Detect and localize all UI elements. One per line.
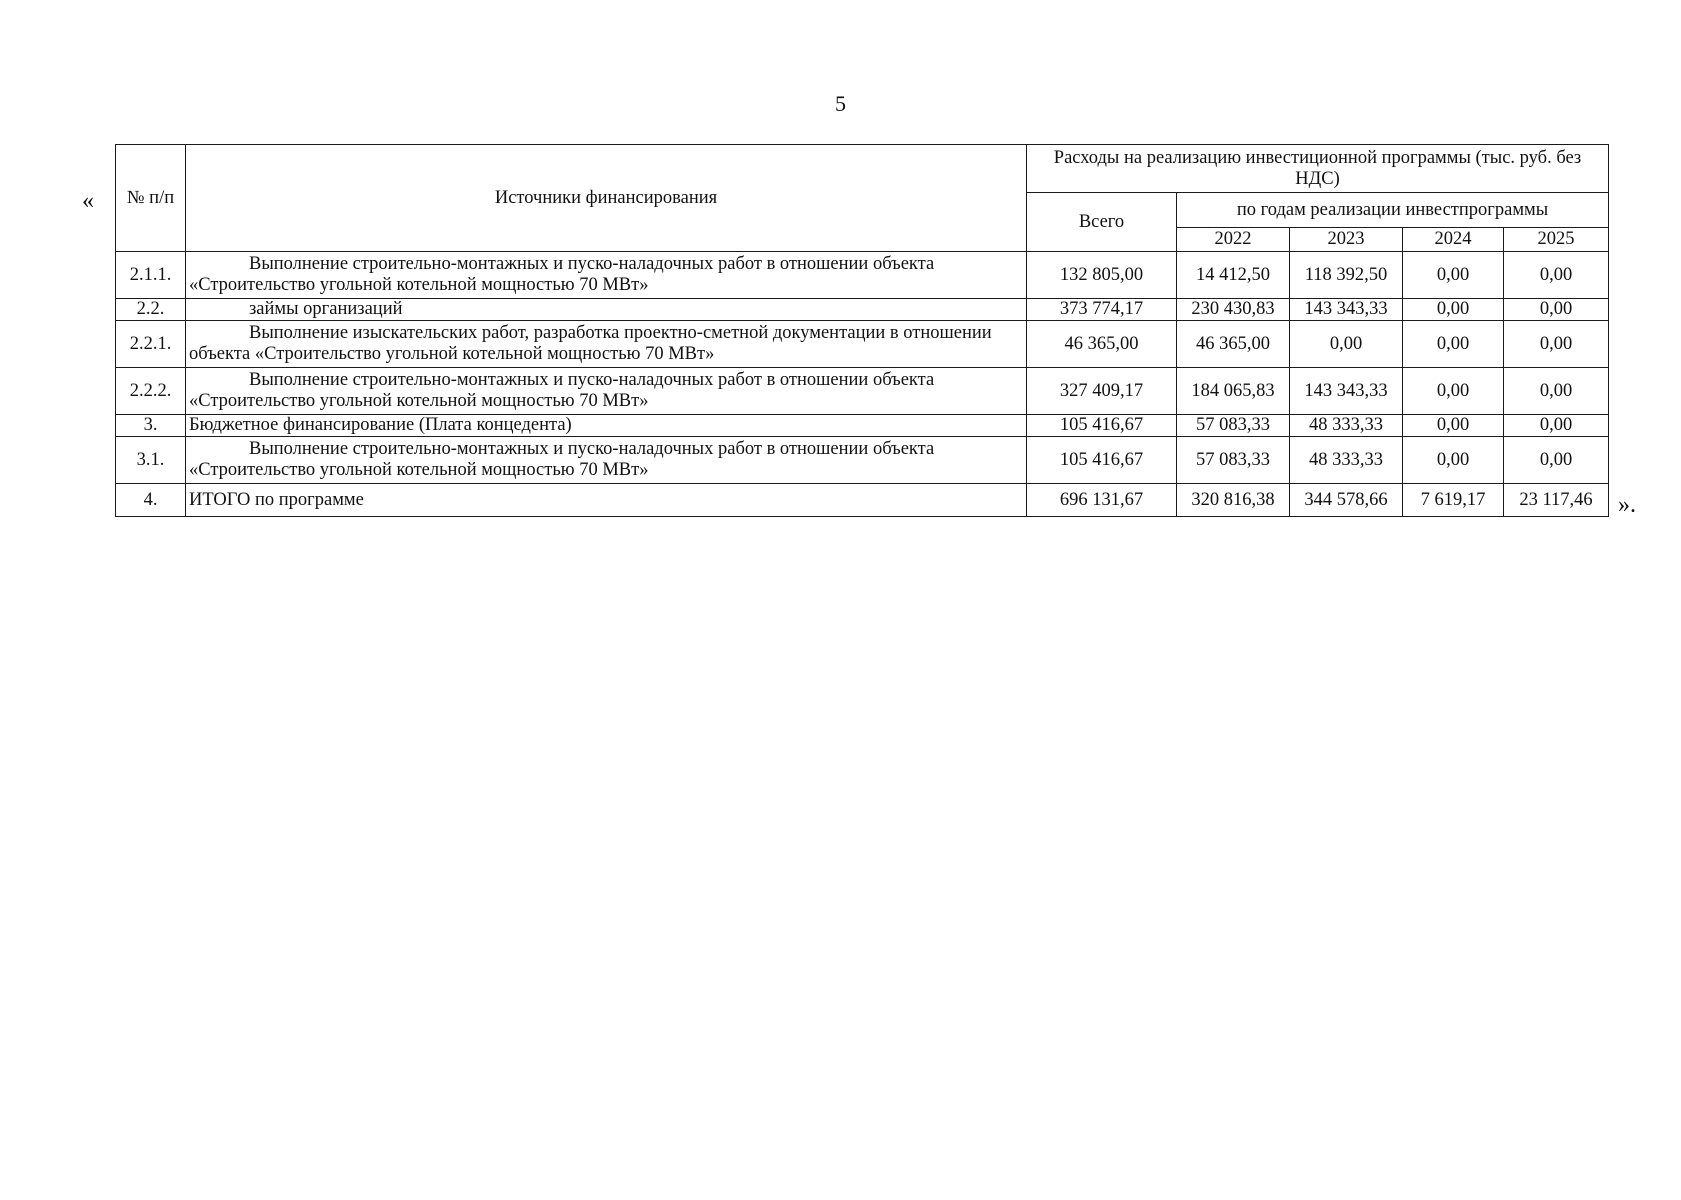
header-number: № п/п [116,145,186,252]
table-row [116,368,1609,415]
row-total: 373 774,17 [1027,299,1177,321]
row-2024: 0,00 [1403,252,1504,299]
row-total: 46 365,00 [1027,321,1177,368]
header-by-years: по годам реализации инвестпрограммы [1177,193,1609,228]
row-2025: 0,00 [1504,252,1609,299]
table-row-total [116,484,1609,517]
row-2022: 320 816,38 [1177,484,1290,517]
row-2022: 14 412,50 [1177,252,1290,299]
row-number: 4. [116,484,186,517]
row-number: 2.2.1. [116,321,186,368]
row-2025: 23 117,46 [1504,484,1609,517]
table-row [116,415,1609,437]
header-total: Всего [1027,193,1177,252]
closing-quote-mark: ». [1618,492,1636,518]
page-number: 5 [835,91,846,116]
row-2025: 0,00 [1504,299,1609,321]
table-body [116,252,1609,517]
row-number: 3. [116,415,186,437]
row-source-name: займы организаций [186,299,1027,321]
header-year-2024: 2024 [1403,228,1504,252]
row-2025: 0,00 [1504,368,1609,415]
row-2025: 0,00 [1504,321,1609,368]
row-source-name: Выполнение строительно-монтажных и пуско-наладочных работ в отношении объекта «Строительство угольной котельной мощностью 70 МВт» [186,368,1027,415]
row-2022: 57 083,33 [1177,415,1290,437]
header-expenses: Расходы на реализацию инвестиционной программы (тыс. руб. без НДС) [1027,145,1609,193]
row-2022: 46 365,00 [1177,321,1290,368]
row-2023: 143 343,33 [1290,368,1403,415]
row-2022: 184 065,83 [1177,368,1290,415]
row-2022: 57 083,33 [1177,437,1290,484]
row-2023: 48 333,33 [1290,415,1403,437]
row-2023: 143 343,33 [1290,299,1403,321]
row-2024: 0,00 [1403,415,1504,437]
header-year-2023: 2023 [1290,228,1403,252]
row-2023: 48 333,33 [1290,437,1403,484]
header-financing-sources: Источники финансирования [186,145,1027,252]
row-total: 105 416,67 [1027,437,1177,484]
row-2023: 0,00 [1290,321,1403,368]
opening-quote-mark: « [82,188,94,214]
row-2022: 230 430,83 [1177,299,1290,321]
row-2024: 0,00 [1403,321,1504,368]
row-source-name: Выполнение строительно-монтажных и пуско-наладочных работ в отношении объекта «Строительство угольной котельной мощностью 70 МВт» [186,437,1027,484]
row-2024: 0,00 [1403,299,1504,321]
header-year-2022: 2022 [1177,228,1290,252]
row-total: 132 805,00 [1027,252,1177,299]
row-total: 696 131,67 [1027,484,1177,517]
row-2024: 0,00 [1403,368,1504,415]
row-2023: 344 578,66 [1290,484,1403,517]
table-row [116,321,1609,368]
row-2023: 118 392,50 [1290,252,1403,299]
row-number: 2.2. [116,299,186,321]
row-2025: 0,00 [1504,437,1609,484]
row-source-name: Бюджетное финансирование (Плата концедента) [186,415,1027,437]
row-total: 105 416,67 [1027,415,1177,437]
row-source-name: ИТОГО по программе [186,484,1027,517]
table-row [116,299,1609,321]
row-number: 3.1. [116,437,186,484]
row-2024: 7 619,17 [1403,484,1504,517]
table-row [116,252,1609,299]
row-source-name: Выполнение изыскательских работ, разработка проектно-сметной документации в отношении объекта «Строительство угольной котельной мощностью 70 МВт» [186,321,1027,368]
header-year-2025: 2025 [1504,228,1609,252]
row-2024: 0,00 [1403,437,1504,484]
financing-sources-table [115,144,1609,517]
row-number: 2.1.1. [116,252,186,299]
row-source-name: Выполнение строительно-монтажных и пуско-наладочных работ в отношении объекта «Строительство угольной котельной мощностью 70 МВт» [186,252,1027,299]
table-row [116,437,1609,484]
row-number: 2.2.2. [116,368,186,415]
row-total: 327 409,17 [1027,368,1177,415]
table-header [116,145,1609,252]
row-2025: 0,00 [1504,415,1609,437]
